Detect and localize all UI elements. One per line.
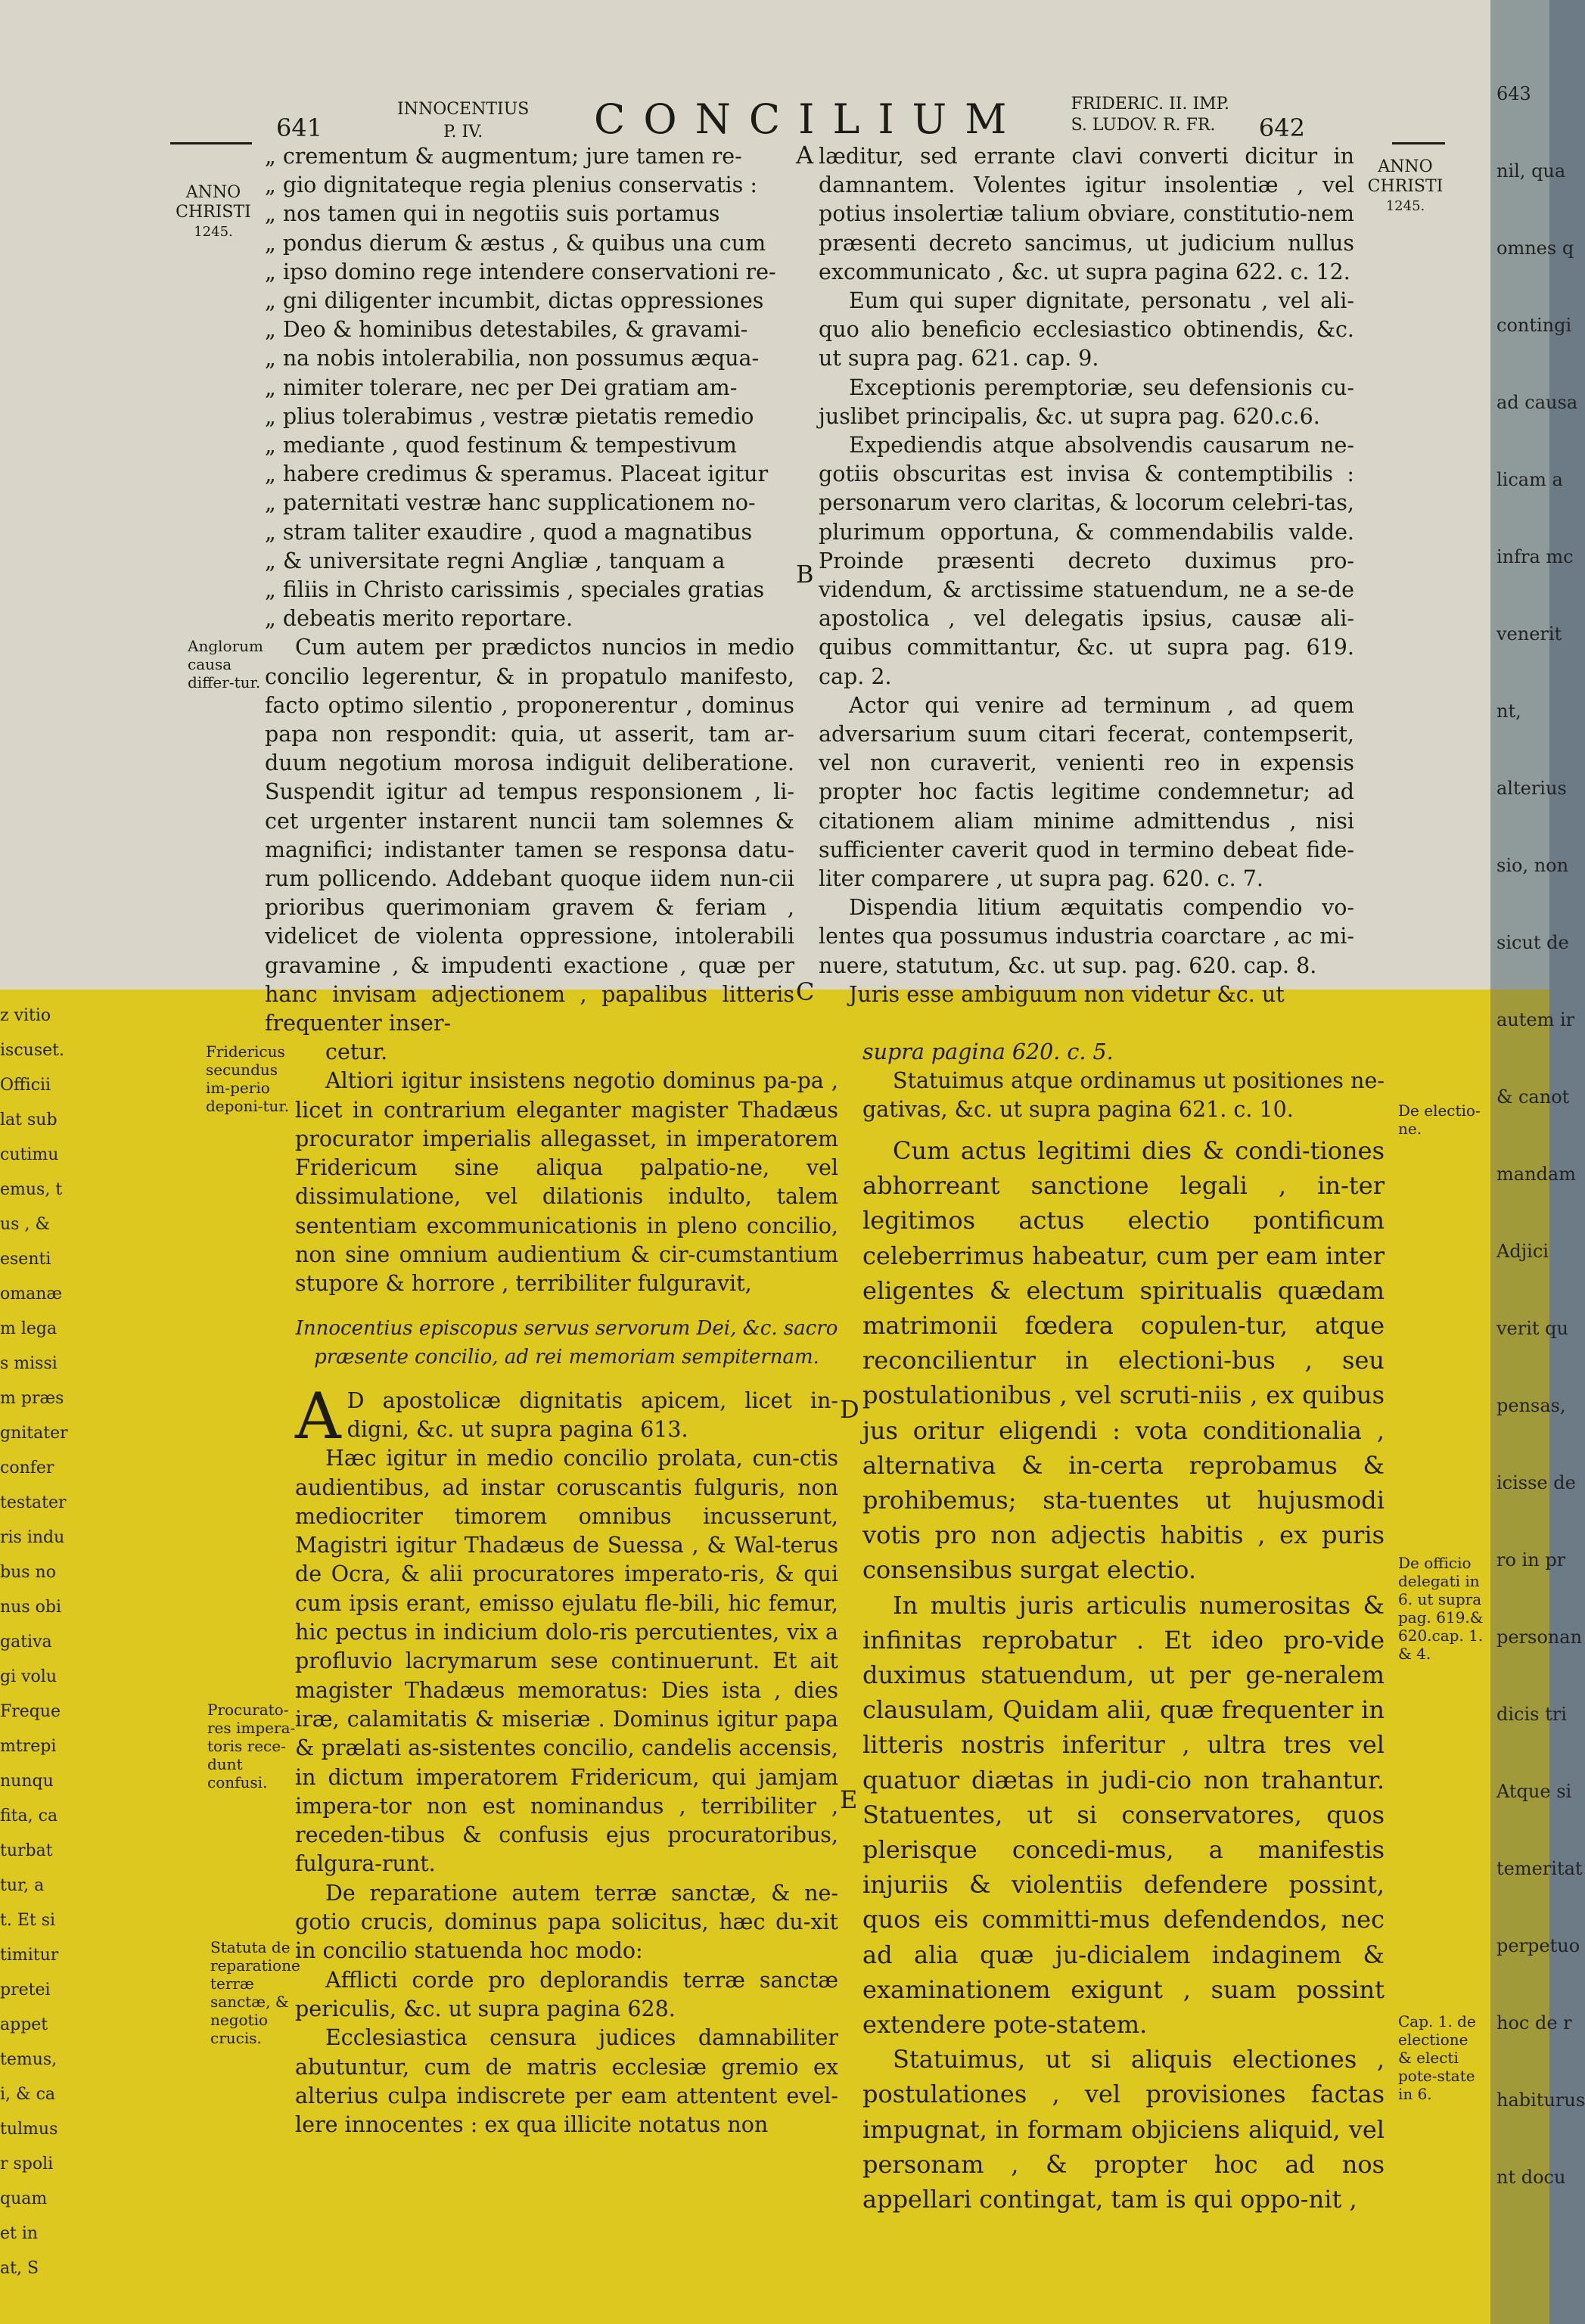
margin-note-cap1: Cap. 1. de electione & electi pote-state in 6. <box>1398 2012 1476 2103</box>
next-page-fragment: hoc de r <box>1496 2012 1572 2034</box>
previous-page-fragment: testater <box>0 1493 67 1512</box>
anno-christi-left: ANNO CHRISTI 1245. <box>176 183 251 240</box>
running-head-left: INNOCENTIUS P. IV. <box>397 100 530 141</box>
previous-page-fragment: mtrepi <box>0 1737 57 1756</box>
body-paragraph: Actor qui venire ad terminum , ad quem adversarium suum citari fecerat, contempserit, vel non curaverit, venienti reo in expensis propter hoc factis legitime condemnetur; ad citationem aliam minime admittendus , nisi sufficienter caverit quod in termino debeat fide-liter comparere , ut supra pag. 620. c. 7. <box>819 692 1354 892</box>
next-page-fragment: 643 <box>1496 83 1531 104</box>
next-page-fragment: nt docu <box>1496 2167 1566 2188</box>
right-column-bottom: supra pagina 620. c. 5. Statuimus atque ordinamus ut positiones ne-gativas, &c. ut supra pagina 621. c. 10. Cum actus legitimi dies & condi-tiones abhorreant sanctione legali , in-ter legitimos actus electio pontificum celeberrimus habeatur, cum per eam inter eligentes & electum spiritualis quædam matrimonii fœdera copulen-tur, atque reconcilientur in electioni-bus , seu postulationibus , vel scruti-niis , ex quibus jus oritur eligendi : vota conditionalia , alternativa & in-certa reprobamus & prohibemus; sta-tuentes ut hujusmodi votis pro non adjectis habitis , ex puris consensibus surgat electio. In multis juris articulis numerositas & infinitas reprobatur . Et ideo pro-vide duximus statuendum, ut per ge-neralem clausulam, Quidam alii, quæ frequenter in litteris nostris inferitur , ultra tres vel quatuor diætas in judi-cio non trahantur. Statuentes, ut si conservatores, quos plerisque concedi-mus, a manifestis injuriis & violentiis defendere possint, quos eis committi-mus defendendos, nec ad alia quæ ju-dicialem indaginem & examinationem exigunt , suam possint extendere pote-statem. Statuimus, ut si aliquis electiones , postulationes , vel provisiones factas impugnat, in formam objiciens aliquid, vel personam , & propter hoc ad nos appellari contingat, tam is qui oppo-nit , <box>862 1039 1385 2214</box>
next-page-fragment: nil, qua <box>1496 160 1566 182</box>
body-paragraph: Dispendia litium æquitatis compendio vo-lentes qua possumus industria coarctare , ac mi-nuere, statutum, &c. ut sup. pag. 620. cap. 8. <box>819 895 1354 978</box>
next-page-fragment: venerit <box>1496 623 1562 645</box>
quoted-line: „ ipso domino rege intendere conservationi re- <box>265 259 776 284</box>
quoted-line: „ stram taliter exaudire , quod a magnatibus <box>265 519 753 545</box>
previous-page-fragment: iscuset. <box>0 1041 64 1060</box>
decree-heading: Innocentius episcopus servus servorum Dei, &c. sacro præsente concilio, ad rei memoriam sempiternam. <box>295 1316 838 1369</box>
next-page-fragment: pensas, <box>1496 1395 1566 1416</box>
next-page-fragment: icisse de <box>1496 1472 1576 1493</box>
body-paragraph: Juris esse ambiguum non videtur &c. ut <box>849 981 1285 1007</box>
previous-page-fragment: i, & ca <box>0 2085 56 2104</box>
previous-page-fragment: Freque <box>0 1702 61 1721</box>
anno-christi-right: ANNO CHRISTI 1245. <box>1367 157 1444 214</box>
quoted-line: „ nos tamen qui in negotiis suis portamus <box>265 201 720 227</box>
previous-page-fragment: emus, t <box>0 1180 63 1199</box>
previous-page-fragment: fita, ca <box>0 1807 58 1825</box>
quoted-line: „ na nobis intolerabilia, non possumus æqua- <box>265 346 760 371</box>
previous-page-fragment: omanæ <box>0 1285 63 1303</box>
body-paragraph: læditur, sed errante clavi converti dicitur in damnantem. Volentes igitur insolentiæ , vel potius insolertiæ talium obviare, constitutio-nem præsenti decreto sancimus, ut judicium nullus excommunicato , &c. ut supra pagina 622. c. 12. <box>819 144 1354 284</box>
next-page-edge <box>1490 0 1585 2324</box>
quoted-line: „ plius tolerabimus , vestræ pietatis remedio <box>265 403 754 429</box>
previous-page-fragment: turbat <box>0 1841 53 1860</box>
previous-page-fragment: s missi <box>0 1354 57 1373</box>
body-paragraph: Eum qui super dignitate, personatu , vel ali-quo alio beneficio ecclesiastico obtinendis, &c. ut supra pag. 621. cap. 9. <box>819 288 1354 371</box>
previous-page-fragment: nus obi <box>0 1598 61 1617</box>
previous-page-fragment: et in <box>0 2224 39 2243</box>
body-paragraph: Exceptionis peremptoriæ, seu defensionis cu-juslibet principalis, &c. ut supra pag. 620.c.6. <box>819 374 1354 429</box>
margin-note-procuratores: Procurato-res impera-toris rece-dunt confusi. <box>207 1701 296 1791</box>
quoted-line: „ filiis in Christo carissimis , speciales gratias <box>265 577 765 603</box>
section-letter-c: C <box>796 977 815 1006</box>
previous-page-fragment: quam <box>0 2189 48 2208</box>
quoted-line: „ habere credimus & speramus. Placeat igitur <box>265 461 769 487</box>
quoted-line: „ Deo & hominibus detestabiles, & gravami- <box>265 317 748 343</box>
next-page-fragment: ro in pr <box>1496 1549 1566 1571</box>
page-number-left: 641 <box>276 113 323 142</box>
previous-page-fragment: m præs <box>0 1389 64 1408</box>
margin-note-de-electione: De electio-ne. <box>1398 1101 1481 1138</box>
previous-page-fragment: gativa <box>0 1633 52 1651</box>
margin-note-de-officio: De officio delegati in 6. ut supra pag. 619.& 620.cap. 1. & 4. <box>1398 1554 1484 1663</box>
section-letter-e: E <box>840 1785 858 1814</box>
margin-note-statuta: Statuta de reparatione terræ sanctæ, & negotio crucis. <box>210 1938 300 2047</box>
previous-page-fragment: esenti <box>0 1250 51 1269</box>
next-page-fragment: ad causa <box>1496 392 1578 413</box>
page-number-right: 642 <box>1258 113 1305 142</box>
next-page-fragment: perpetuo <box>1496 1935 1580 1956</box>
previous-page-fragment: appet <box>0 2015 48 2034</box>
body-paragraph: Cum autem per prædictos nuncios in medio concilio legerentur, & in propatulo manifesto, facto optimo silentio , proponerentur , dominus papa non respondit: quia, ut asserit, tam ar-duum negotium morosa indiguit deliberatione. Suspendit igitur ad tempus responsionem , li-cet urgenter instarent nuncii tam solemnes & magnifici; indistanter tamen se responsa datu-rum pollicendo. Addebant quoque iidem nun-cii prioribus querimoniam gravem & feriam , videlicet de violenta oppressione, intolerabili gravamine , & impudenti exactione , quæ per hanc invisam adjectionem , papalibus litteris frequenter inser- <box>265 635 794 1036</box>
running-head-right: FRIDERIC. II. IMP. S. LUDOV. R. FR. <box>1071 95 1229 135</box>
next-page-fragment: Adjici <box>1496 1241 1549 1262</box>
next-page-fragment: licam a <box>1496 469 1563 490</box>
next-page-fragment: dicis tri <box>1496 1704 1567 1725</box>
previous-page-fragment: at, S <box>0 2259 39 2278</box>
quoted-line: „ debeatis merito reportare. <box>265 606 573 632</box>
previous-page-fragment: nunqu <box>0 1772 54 1791</box>
section-letter-b: B <box>796 560 814 589</box>
next-page-fragment: omnes q <box>1496 238 1574 259</box>
next-page-fragment: sio, non <box>1496 855 1569 876</box>
section-letter-d: D <box>840 1395 859 1424</box>
next-page-fragment: infra mc <box>1496 546 1574 567</box>
quoted-line: „ crementum & augmentum; jure tamen re- <box>265 144 742 169</box>
quoted-line: „ & universitate regni Angliæ , tanquam a <box>265 548 726 573</box>
previous-page-fragment: lat sub <box>0 1111 57 1129</box>
margin-note-anglorum: Anglorum causa differ-tur. <box>188 637 263 691</box>
previous-page-fragment: temus, <box>0 2050 57 2069</box>
quoted-line: „ mediante , quod festinum & tempestivum <box>265 433 737 458</box>
drop-cap: A <box>295 1378 341 1453</box>
quoted-line: „ gio dignitateque regia plenius conservatis : <box>265 172 757 198</box>
previous-page-fragment: us , & <box>0 1215 51 1234</box>
quoted-line: „ paternitati vestræ hanc supplicationem no- <box>265 490 756 516</box>
next-page-fragment: temeritat <box>1496 1858 1583 1879</box>
next-page-fragment: sicut de <box>1496 932 1569 953</box>
quoted-line: „ nimiter tolerare, nec per Dei gratiam am- <box>265 374 738 400</box>
section-letter-a: A <box>796 141 814 169</box>
next-page-fragment: personan <box>1496 1626 1583 1648</box>
rule-right <box>1392 142 1445 144</box>
previous-page-fragment: pretei <box>0 1981 51 1999</box>
previous-page-fragment: Officii <box>0 1076 51 1095</box>
previous-page-fragment: z vitio <box>0 1006 51 1025</box>
next-page-fragment: habiturus <box>1496 2089 1585 2111</box>
previous-page-fragment: cutimu <box>0 1145 59 1164</box>
previous-page-fragment: m lega <box>0 1319 57 1338</box>
next-page-fragment: & canot <box>1496 1086 1570 1108</box>
previous-page-fragment: tur, a <box>0 1876 45 1895</box>
left-column-bottom: cetur. Altiori igitur insistens negotio dominus pa-pa , licet in contrarium eleganter magister Thadæus procurator imperialis allegasset, in imperatorem Fridericum sine aliqua palpatio-ne, vel dissimulatione, vel dilationis indulto, talem sententiam excommunicationis in pleno concilio, non sine omnium audientium & cir-cumstantium stupore & horrore , terribiliter fulguravit, Innocentius episcopus servus servorum Dei, &c. sacro præsente concilio, ad rei memoriam sempiternam. A D apostolicæ dignitatis apicem, licet in-digni, &c. ut supra pagina 613. Hæc igitur in medio concilio prolata, cun-ctis audientibus, ad instar coruscantis fulguris, non mediocriter timorem omnibus incusserunt, Magistri igitur Thadæus de Suessa , & Wal-terus de Ocra, & alii procuratores imperato-ris, & qui cum ipsis erant, emisso ejulatu fle-bili, hic femur, hic pectus in indicium dolo-ris percutientes, vix a profluvio lacrymarum sese continuerunt. Et ait magister Thadæus memoratus: Dies ista , dies iræ, calamitatis & miseriæ . Dominus igitur papa & prælati as-sistentes concilio, candelis accensis, in dictum imperatorem Fridericum, qui jamjam impera-tor non est nominandus , terribiliter , receden-tibus & confusis ejus procuratoribus, fulgura-runt. De reparatione autem terræ sanctæ, & ne-gotio crucis, dominus papa solicitus, hæc du-xit in concilio statuenda hoc modo: Afflicti corde pro deplorandis terræ sanctæ periculis, &c. ut supra pagina 628. Ecclesiastica censura judices damnabiliter abutuntur, cum de matris ecclesiæ gremio ex alterius culpa indiscrete per eam attentent evel-lere innocentes : ex qua illicite notatus non <box>295 1039 838 2138</box>
previous-page-fragment: bus no <box>0 1563 56 1582</box>
margin-note-fridericus: Fridericus secundus im-perio deponi-tur. <box>206 1042 290 1115</box>
next-page-fragment: nt, <box>1496 701 1521 722</box>
previous-page-fragment: gnitater <box>0 1424 68 1443</box>
previous-page-fragment: timitur <box>0 1946 59 1965</box>
previous-page-fragment: tulmus <box>0 2120 58 2139</box>
body-paragraph: Expediendis atque absolvendis causarum ne-gotiis obscuritas est invisa & contemptibilis : personarum vero claritas, & locorum celebri-tas, plurimum opportuna, & commendabilis valde. Proinde præsenti decreto duximus pro-videndum, & arctissime statuendum, ne a se-de apostolica , vel delegatis ipsius, causæ ali-quibus committantur, &c. ut supra pag. 619. cap. 2. <box>819 433 1354 689</box>
previous-page-fragment: r spoli <box>0 2155 54 2173</box>
quoted-line: „ pondus dierum & æstus , & quibus una cum <box>265 230 766 256</box>
next-page-fragment: autem ir <box>1496 1009 1575 1030</box>
previous-page-fragment: confer <box>0 1459 54 1477</box>
next-page-fragment: contingi <box>1496 315 1572 336</box>
rule-left <box>170 142 252 144</box>
quoted-line: „ gni diligenter incumbit, dictas oppressiones <box>265 288 764 314</box>
previous-page-fragment: ris indu <box>0 1528 65 1547</box>
left-column-top <box>265 142 794 1038</box>
next-page-fragment: verit qu <box>1496 1318 1569 1339</box>
page-title: CONCILIUM <box>594 95 1025 143</box>
next-page-fragment: Atque si <box>1496 1781 1572 1802</box>
right-column-top <box>819 142 1354 1009</box>
previous-page-fragment: t. Et si <box>0 1911 56 1930</box>
next-page-fragment: alterius <box>1496 778 1567 799</box>
previous-page-fragment: gi volu <box>0 1667 57 1686</box>
next-page-fragment: mandam <box>1496 1164 1576 1185</box>
